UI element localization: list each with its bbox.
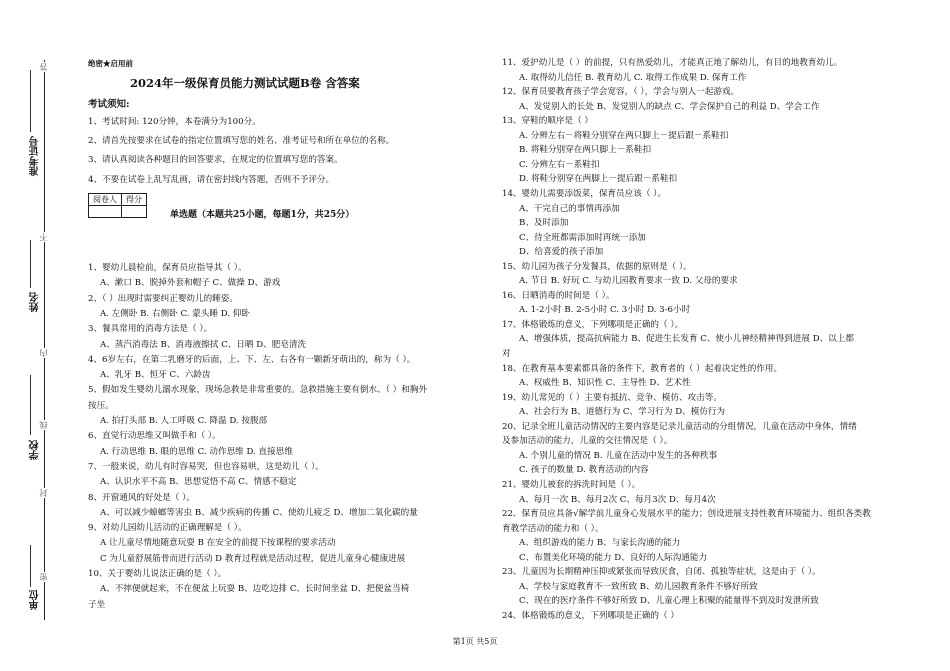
question-text: 8、开窗通风的好处是（ ）。 <box>88 492 196 503</box>
question-text: 24、体格锻炼的意义，下列哪项是正确的（ ） <box>502 610 679 621</box>
answer-options: B、及时添加 <box>519 218 569 229</box>
unit-label: 单位 <box>30 590 41 610</box>
score-cell: 得分 <box>122 194 147 206</box>
grader-blank[interactable] <box>89 206 122 218</box>
question-text: 11、爱护幼儿是（ ）的前提，只有热爱幼儿，才能真正地了解幼儿，有目的地教育幼儿。 <box>502 58 843 68</box>
question-text: 2、（ ）出现时需要纠正婴幼儿的睡姿。 <box>88 293 238 304</box>
answer-options: C. 孩子的数量 D. 教育活动的内容 <box>519 465 649 476</box>
score-table <box>88 193 147 218</box>
answer-options: C、现在的医疗条件不够好所致 D、儿童心理上积聚的能量得不到及时发泄所致 <box>519 596 819 607</box>
answer-options: A、每月一次 B、每月2次 C、每月3次 D、每月4次 <box>519 494 716 505</box>
answer-options: A、认识水平不高 B、思想觉悟不高 C、情感不稳定 <box>100 477 297 488</box>
question-text: 10、关于婴幼儿说法正确的是（ ）。 <box>88 569 227 579</box>
seal-mark: 封 <box>39 489 48 497</box>
question-text: 育教学活动的能力和（ ）。 <box>502 523 604 534</box>
score-blank[interactable] <box>122 206 147 218</box>
page-title: 2024年一级保育员能力测试试题B卷 含答案 <box>130 76 360 90</box>
question-text: 6、直觉行动思维又叫做手和（ ）。 <box>88 431 221 442</box>
question-text: 按压。 <box>88 400 114 411</box>
notice-item: 1、考试时间: 120分钟，本卷满分为100分。 <box>88 117 261 127</box>
answer-options: A、学校与家庭教育不一致所致 B、幼儿园教育条件不够好所致 <box>519 581 758 592</box>
answer-options: A、组织游戏的能力 B、与家长沟通的能力 <box>519 538 681 549</box>
answer-options: A、乳牙 B、恒牙 C、六龄齿 <box>100 370 211 381</box>
answer-options: A、发觉别人的长处 B、发觉别人的缺点 C、学会保护自己的利益 D、学会工作 <box>519 101 820 112</box>
question-text: 1、婴幼儿晨检前，保育员应指导其（ ）。 <box>88 263 247 273</box>
answer-options: A、漱口 B、脱掉外套和帽子 C、做操 D、游戏 <box>100 278 281 289</box>
seal-mark: 密 <box>39 573 48 581</box>
answer-options: A. 1-2小时 B. 2-5小时 C. 3小时 D. 3-6小时 <box>519 305 691 316</box>
answer-options: D、给喜爱的孩子添加 <box>519 247 604 258</box>
notice-item: 2、请首先按要求在试卷的指定位置填写您的姓名、准考证号和所在单位的名称。 <box>88 136 395 146</box>
school-label: 学校 <box>30 440 41 460</box>
seal-mark: 答 <box>39 63 48 71</box>
answer-options: A. 个别儿童的情况 B. 儿童在活动中发生的各种秩事 <box>519 450 718 461</box>
question-text: 21、婴幼儿被套的拆洗时间是（ ）。 <box>502 479 641 490</box>
question-text: 19、幼儿常见的（ ）主要有抵抗、竞争、模仿、攻击等。 <box>502 392 722 403</box>
answer-options: A. 行动思维 B. 眼的思维 C. 动作思维 D. 直接思维 <box>100 446 293 457</box>
question-text: 子坐 <box>88 599 106 610</box>
seal-line <box>44 60 45 620</box>
exam-number-blank[interactable] <box>30 70 31 132</box>
question-text: 23、儿童因为长期精神压抑或紧张而导致厌食，自闭、孤独等症状，这是由于（ ）。 <box>502 567 821 578</box>
question-text: 17、体格锻炼的意义，下列哪项是正确的（ ）。 <box>502 319 684 330</box>
question-text: 22、保育员应具备√解学前儿童身心发展水平的能力；创设进展支持性教育环境能力、组织各类教 <box>502 509 871 520</box>
answer-options: A. 分辨左右－将鞋分别穿在两只脚上－提后跟－系鞋扣 <box>519 130 729 141</box>
question-text: 15、幼儿园为孩子分发餐具，依据的原则是（ ）。 <box>502 261 692 272</box>
question-text: 18、在教育基本要素都具备的条件下，教育者的（ ）起着决定性的作用。 <box>502 363 783 374</box>
answer-options: A、不摔便就起来，不在便盆上玩耍 B、边吃边排 C、长时间坐盆 D、把便盆当椅 <box>100 584 410 595</box>
question-text: 对 <box>502 349 511 359</box>
notice-item: 4、不要在试卷上乱写乱画，请在密封线内答题，否则不予评分。 <box>88 175 335 185</box>
grader-cell: 阅卷人 <box>89 194 122 206</box>
answer-options: A. 左侧卧 B. 右侧卧 C. 蒙头睡 D. 仰卧 <box>100 308 250 319</box>
name-blank[interactable] <box>30 240 31 288</box>
question-text: 9、对幼儿园幼儿活动的正确理解是（ ）。 <box>88 523 247 534</box>
question-text: 13、穿鞋的顺序是（ ） <box>502 116 594 127</box>
answer-options: A、增强体质，提高抗病能力 B、促进生长发育 C、使小儿神经精神得到进展 D、以上都 <box>519 334 854 345</box>
answer-options: C 为儿童舒展筋骨而进行活动 D 教育过程就是活动过程，促进儿童身心健康进展 <box>100 553 406 564</box>
question-text: 20、记录全班儿童活动情况的主要内容是记录儿童活动的分组情况，儿童在活动中身体，情绪 <box>502 421 857 432</box>
answer-options: A. 取得幼儿信任 B. 教育幼儿 C. 取得工作成果 D. 保育工作 <box>519 72 747 83</box>
secret-mark: 绝密★启用前 <box>88 59 133 68</box>
answer-options: A、社会行为 B、道德行为 C、学习行为 D、模仿行为 <box>519 407 726 418</box>
answer-options: A. 节日 B. 好玩 C. 与幼儿园教育要求一致 D. 父母的要求 <box>519 276 738 287</box>
name-label: 姓名 <box>30 292 41 312</box>
seal-mark: 内 <box>39 349 48 357</box>
answer-options: C、待全班都需添加时再统一添加 <box>519 232 646 243</box>
question-text: 3、餐具常用的消毒方法是（ ）。 <box>88 324 213 335</box>
answer-options: A、权威性 B、知识性 C、主导性 D、艺术性 <box>519 378 691 389</box>
answer-options: C. 分辨左右－系鞋扣 <box>519 159 600 170</box>
answer-options: C、布置美化环境的能力 D、良好的人际沟通能力 <box>519 552 708 563</box>
question-text: 16、日晒消毒的时间是（ ）。 <box>502 290 615 301</box>
notice-heading: 考试须知: <box>88 99 130 110</box>
answer-options: A 让儿童尽情地随意玩耍 B 在安全的前提下按课程的要求活动 <box>100 538 336 549</box>
question-text: 7、一般来说，幼儿有时容易哭，但也容易哄，这是幼儿（ ）。 <box>88 461 324 472</box>
notice-item: 3、请认真阅读各种题目的回答要求，在规定的位置填写您的答案。 <box>88 155 343 165</box>
seal-mark: 线 <box>39 421 48 429</box>
answer-options: A、蒸汽消毒法 B、消毒液擦拭 C、日晒 D、肥皂清洗 <box>100 339 307 350</box>
seal-mark: 不 <box>39 233 48 241</box>
section-title: 单选题（本题共25小题，每题1分，共25分） <box>170 210 355 220</box>
exam-number-label: 准考证号 <box>30 136 41 176</box>
answer-options: D. 将鞋分别穿在两脚上－提后跟－系鞋扣 <box>519 174 678 185</box>
binding-margin <box>0 0 62 671</box>
question-text: 14、婴幼儿需要添饭菜，保育员应该（ ）。 <box>502 188 667 199</box>
answer-options: A. 拍打头部 B. 人工呼吸 C. 降温 D. 按腹部 <box>100 416 268 426</box>
answer-options: A、干完自己的事情再添加 <box>519 203 620 214</box>
answer-options: B. 将鞋分别穿在两只脚上－系鞋扣 <box>519 145 652 156</box>
question-text: 及参加活动的能力，儿童的交往情况是（ ）。 <box>502 436 673 447</box>
unit-blank[interactable] <box>30 545 31 587</box>
school-blank[interactable] <box>30 375 31 435</box>
answer-options: A、可以减少蟑螂等害虫 B、减少疾病的传播 C、使幼儿疲乏 D、增加二氧化碳的量 <box>100 507 418 518</box>
question-text: 4、6岁左右，在第二乳磨牙的后面，上、下、左、右各有一颗新牙萌出的，称为（ ）。 <box>88 354 416 365</box>
question-text: 12、保育员要教育孩子学会宽容，（ ），学会与别人一起游戏。 <box>502 87 740 98</box>
page-footer: 第1页 共5页 <box>452 637 498 646</box>
question-text: 5、假如发生婴幼儿溺水现象，现场急救是非常重要的。急救措施主要有倒水、（ ）和胸外 <box>88 385 428 396</box>
